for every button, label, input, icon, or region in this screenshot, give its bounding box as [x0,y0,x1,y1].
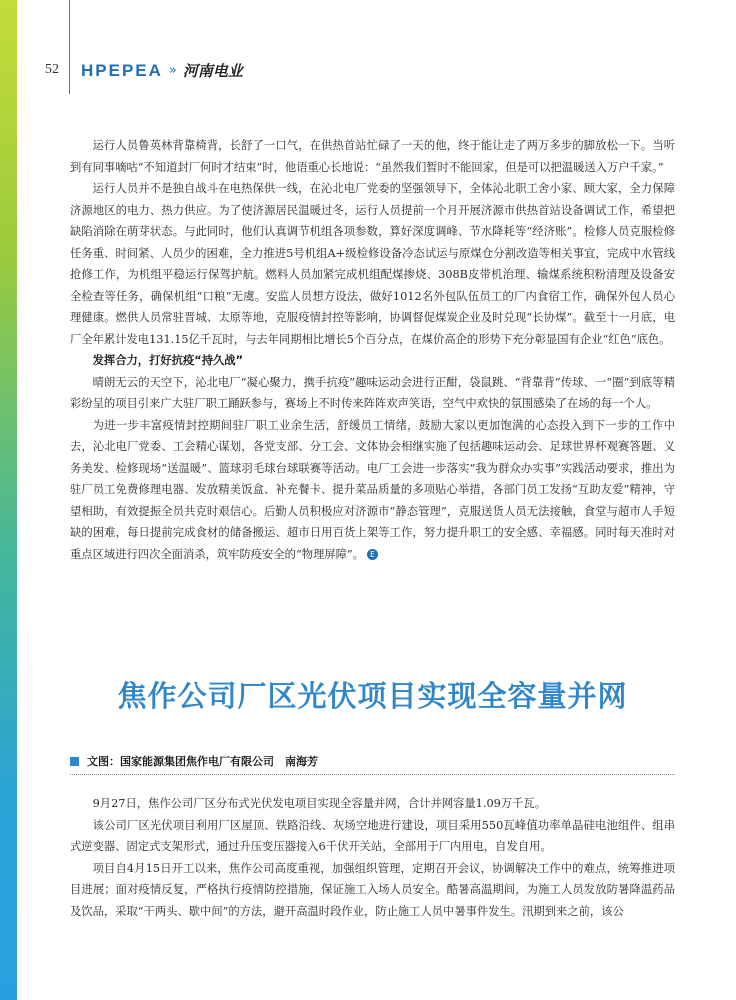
paragraph: 晴朗无云的天空下，沁北电厂“凝心聚力，携手抗疫”趣味运动会进行正酣，袋鼠跳、“背靠背”传球、一“圈”到底等精彩纷呈的项目引来广大驻厂职工踊跃参与，赛场上不时传来阵阵欢声笑语，空气中欢快的氛围感染了在场的每一个人。 [70,375,675,410]
article-two-body [70,793,675,922]
logo-chinese-text: 河南电业 [182,62,243,80]
magazine-logo [81,60,243,81]
article-one-body [70,135,675,565]
paragraph [70,415,675,566]
logo-latin-text: HPEPEA [81,60,163,80]
article-end-icon: E [367,549,378,560]
byline [70,751,675,771]
section-subheading: 发挥合力，打好抗疫“持久战” [92,354,244,367]
article-two-title: 焦作公司厂区光伏项目实现全容量并网 [117,679,628,713]
logo-chevron-icon: » [168,63,177,78]
byline-divider [70,774,675,775]
header-divider [69,0,70,94]
left-gradient-bar [0,0,17,1000]
byline-square-icon [70,757,79,766]
page-number: 52 [45,62,59,77]
paragraph: 项目自4月15日开工以来，焦作公司高度重视，加强组织管理，定期召开会议，协调解决工作中的难点，统筹推进项目进展；面对疫情反复，严格执行疫情防控措施，保证施工入场人员安全。酷暑高温期间，为施工人员发放防暑降温药品及饮品，采取“干两头、歇中间”的方法，避开高温时段作业，防止施工人员中暑事件发生。汛期到来之前，该公 [70,861,675,918]
page-header [17,0,736,100]
paragraph: 该公司厂区光伏项目利用厂区屋顶、铁路沿线、灰场空地进行建设，项目采用550瓦峰值功率单晶硅电池组件、组串式逆变器、固定式支架形式，通过升压变压器接入6千伏开关站，全部用于厂内用电，自发自用。 [70,818,675,853]
paragraph: 9月27日，焦作公司厂区分布式光伏发电项目实现全容量并网，合计并网容量1.09万千瓦。 [92,797,547,810]
paragraph-text: 为进一步丰富疫情封控期间驻厂职工业余生活，舒缓员工情绪，鼓励大家以更加饱满的心态投入到下一步的工作中去，沁北电厂党委、工会精心谋划，各党支部、分工会、文体协会相继实施了包括趣味运动会、足球世界杯观赛答题、义务美发、检修现场“送温暖”、篮球羽毛球台球联赛等活动。电厂工会进一步落实“我为群众办实事”实践活动要求，推出为驻厂员工免费修理电器、发放精美饭盒、补充餐卡、提升菜品质量的多项贴心举措，各部门员工发扬“互助友爱”精神，守望相助，有效提振全员共克时艰信心。后勤人员积极应对济源市“静态管理”，克服送货人员无法接触，食堂与超市人手短缺的困难，每日提前完成食材的储备搬运、超市日用百货上架等工作，努力提升职工的安全感、幸福感。同时每天准时对重点区域进行四次全面消杀，筑牢防疫安全的“物理屏障”。 [70,418,675,561]
byline-text: 文图：国家能源集团焦作电厂有限公司 南海芳 [87,755,318,768]
paragraph: 运行人员并不是独自战斗在电热保供一线，在沁北电厂党委的坚强领导下，全体沁北职工舍小家、顾大家，全力保障济源地区的电力、热力供应。为了使济源居民温暖过冬，运行人员提前一个月开展济源市供热首站设备调试工作，希望把缺陷消除在萌芽状态。与此同时，他们认真调节机组各项参数，算好深度调峰、节水降耗等“经济账”。检修人员克服检修任务重、时间紧、人员少的困难，全力推进5号机组A+级检修设备冷态试运与原煤仓分割改造等相关事宜，完成中水管线抢修工作，为机组平稳运行保驾护航。燃料人员加紧完成机组配煤掺烧、308B皮带机治理、输煤系统积粉清理及设备安全检查等任务，确保机组“口粮”无虞。安监人员想方设法，做好1012名外包队伍员工的厂内食宿工作，确保外包人员心理健康。燃供人员常驻晋城、太原等地，克服疫情封控等影响，协调督促煤炭企业及时兑现“长协煤”。截至十一月底，电厂全年累计发电131.15亿千瓦时，与去年同期相比增长5个百分点，在煤价高企的形势下充分彰显国有企业“红色”底色。 [70,182,675,346]
paragraph: 运行人员鲁英林背靠椅背，长舒了一口气，在供热首站忙碌了一天的他，终于能让走了两万多步的脚放松一下。当听到有同事嘀咕“不知道封厂何时才结束”时，他语重心长地说：“虽然我们暂时不能回家，但是可以把温暖送入万户千家。” [70,139,675,174]
